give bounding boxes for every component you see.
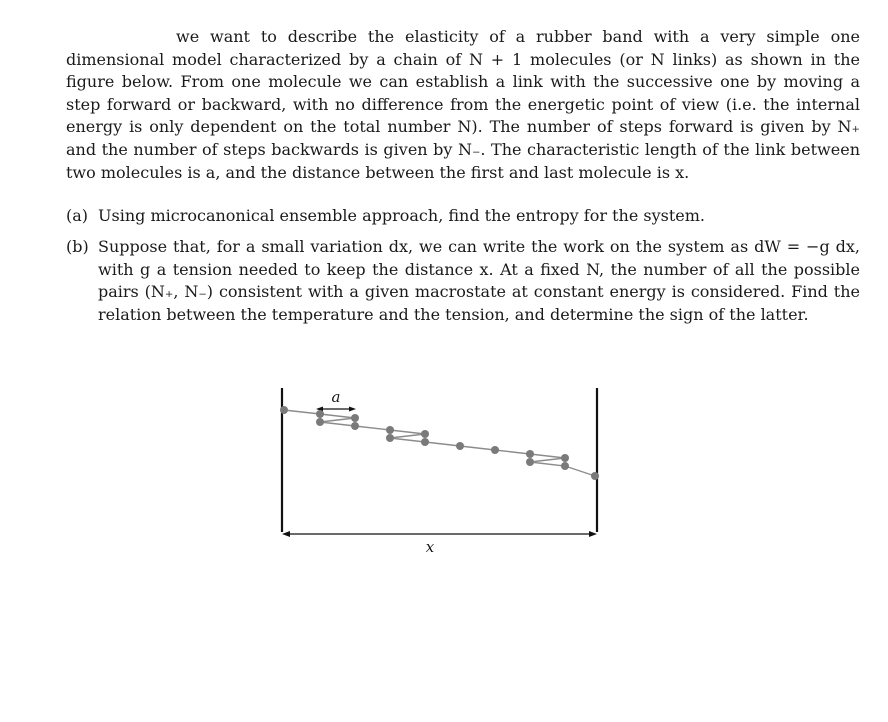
link-arrowhead-right — [349, 407, 356, 412]
molecule — [280, 406, 288, 414]
molecule — [456, 442, 464, 450]
problem-item-b — [66, 236, 860, 326]
molecule — [591, 472, 599, 480]
molecule — [421, 430, 429, 438]
molecule — [561, 462, 569, 470]
molecule — [386, 426, 394, 434]
molecule — [561, 454, 569, 462]
item-marker-b: (b) — [66, 237, 89, 256]
problem-item-a — [66, 205, 860, 228]
item-marker-a: (a) — [66, 206, 89, 225]
rubber-band-chain-figure — [270, 380, 610, 560]
molecule — [316, 410, 324, 418]
chain-links — [284, 410, 595, 476]
distance-label: x — [425, 538, 435, 556]
molecule — [351, 414, 359, 422]
molecule — [386, 434, 394, 442]
distance-arrowhead-left — [282, 531, 290, 537]
molecule — [421, 438, 429, 446]
distance-arrowhead-right — [589, 531, 597, 537]
molecule — [526, 458, 534, 466]
molecule — [491, 446, 499, 454]
molecule — [316, 418, 324, 426]
item-text-b: Suppose that, for a small variation dx, we can write the work on the system as dW = −g dx, with g a tension needed to keep the distance x. At a fixed N, the number of all the possible pairs (N₊, N₋) consistent with a given macrostate at constant energy is considered. Find the relation between the temperature and the tension, and determine the sign of the latter. — [98, 237, 860, 324]
link-length-label: a — [331, 388, 341, 406]
molecule — [351, 422, 359, 430]
problem-intro: we want to describe the elasticity of a rubber band with a very simple one dimensional model characterized by a chain of N + 1 molecules (or N links) as shown in the figure below. From one molecule we can establish a link with the successive one by moving a step forward or backward, with no difference from the energetic point of view (i.e. the internal energy is only dependent on the total number N). The number of steps forward is given by N₊ and the number of steps backwards is given by N₋. The characteristic length of the link between two molecules is a, and the distance between the first and last molecule is x. — [66, 27, 860, 182]
chain-diagram — [270, 380, 610, 560]
item-text-a: Using microcanonical ensemble approach, find the entropy for the system. — [98, 206, 705, 225]
molecule — [526, 450, 534, 458]
